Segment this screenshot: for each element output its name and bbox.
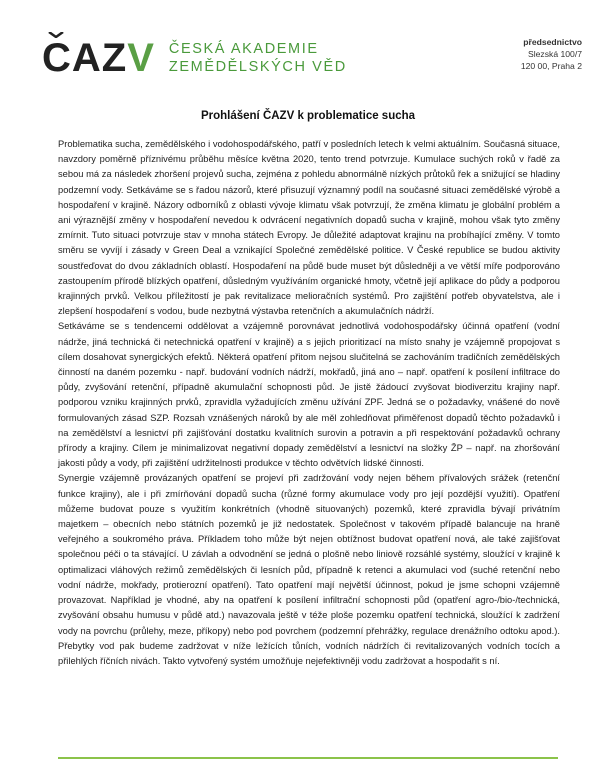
address-title: předsednictvo xyxy=(523,37,582,47)
document-body xyxy=(58,137,560,669)
footer-divider xyxy=(58,757,558,759)
logo-org-name xyxy=(169,40,347,76)
paragraph-1: Problematika sucha, zemědělského i vodohospodářského, patří v posledních letech k velmi aktuálním. Současná situace, navzdory poměrně příznivému průběhu měsíce května 2020, tento trend potvrzuje. Kumulace suchých roků v řadě za sebou má za následek zhoršení projevů sucha, zejména z pohledu abnormálně nízkých průtoků řek a snižující se hladiny podzemní vody. Setkáváme se s řadou názorů, které přisuzují významný podíl na současné situaci zemědělské výrobě a hospodaření v krajině. Názory odborníků z oblasti vývoje klimatu však potvrzují, že změna klimatu je globální problém a ani výraznější změny v hospodaření nevedou k odvrácení negativních dopadů sucha v krajině, mohou však tyto změny zmírnit. Tuto situaci potvrzuje stav v mnoha státech Evropy. Je důležité adaptovat krajinu na probíhající změny. V tomto směru se vyvíjí i zásady v Green Deal a vznikající Společné zemědělské politice. V České republice se budou aktivity soustřeďovat do dvou základních oblastí. Hospodaření na půdě bude muset být důsledněji a ve větší míře podporováno zastoupením přírodě blízkých opatření, důsledným využíváním organické hmoty, včetně její aplikace do půdy a podporou krajinných prvků. Velkou příležitostí je pak revitalizace melioračních systémů. Pro zajištění potřeb obyvatelstva, ale i zlepšení hospodaření s vodou, bude nezbytná výstavba retenčních a akumulačních nádrží. xyxy=(58,139,560,317)
document-title: Prohlášení ČAZV k problematice sucha xyxy=(200,110,416,122)
paragraph-3: Synergie vzájemně provázaných opatření se projeví při zadržování vody nejen během přívalových srážek (retenční funkce krajiny), ale i při zmírňování dopadů sucha (různé formy akumulace vody pro její pozdější využití). Opatření můžeme budovat pouze s využitím konkrétních (vhodně situovaných) pozemků, které zpravidla bývají privátním majetkem – obecních nebo státních pozemků je již nedostatek. Společnost v takovém případě balancuje na hraně veřejného a soukromého práva. Příkladem toho může být nejen obtížnost budovat opatření nová, ale také zajišťovat společnou péči o ta stávající. U závlah a odvodnění se jedná o plošně nebo liniově rozsáhlé systémy, sloužící v krajině k optimalizaci vláhových režimů zemědělských či lesních půd, případně k retenci a akumulaci vod (suché retenční nebo vodní nádrže, mokřady, protierozní opatření). Tato opatření mají největší účinnost, pokud je jsme schopni vzájemně provazovat. Například je vhodné, aby na opatření k posílení infiltrační schopnosti půd (opatření agro-/bio-/technická, zvyšování obsahu humusu v půdě atd.) navazovala ještě v téže ploše pozemku opatření technická, sloužící k zadržení vody na povrchu (průlehy, meze, příkopy) nebo pod povrchem (podzemní přehrážky, regulace drenážního odtoku apod.). Přebytky vod pak budeme zadržovat v níže ležících tůních, vodních nádržích či revitalizovaných vodních tocích a přilehlých říčních nivách. Takto vytvořený systém umožňuje nejefektivněji vodu zadržovat a hospodařit s ní. xyxy=(58,473,560,666)
logo-letters: CAZ xyxy=(42,38,127,78)
logo-org-line2: ZEMĚDĚLSKÝCH VĚD xyxy=(168,59,347,75)
letterhead xyxy=(42,34,582,84)
address-city: 120 00, Praha 2 xyxy=(520,61,582,71)
address-block xyxy=(462,36,582,72)
logo-caron-icon xyxy=(48,32,64,38)
address-street: Slezská 100/7 xyxy=(528,49,582,59)
logo-mark xyxy=(42,38,155,78)
logo-org-line1: ČESKÁ AKADEMIE xyxy=(168,41,319,57)
logo-letter-accent: V xyxy=(127,36,155,80)
czav-logo xyxy=(42,38,347,78)
paragraph-2: Setkáváme se s tendencemi oddělovat a vzájemně porovnávat jednotlivá vodohospodářsky účinná opatření (vodní nádrže, jiná technická či netechnická opatření v krajině) a s jejich prioritizací na místo snahy je vzájemně propojovat s cílem dosahovat synergických efektů. Některá opatření přitom nejsou slučitelná se zachováním tradičních zemědělských činností na daném pozemku - např. budování vodních nádrží, mokřadů, jiná ano – např. opatření k posílení infiltrace do půdy, zvyšování retenční, případně akumulační schopnosti půd. Je jistě žádoucí zvyšovat biodiverzitu krajiny např. podporou vzniku krajinných prvků, zpravidla vyžadujících změnu užívání ZPF. Jedná se o požadavky, vnášené do nově formulovaných zásad SZP. Rozsah vznášených nároků by ale měl zohledňovat přiměřenost dopadů těchto požadavků i na zemědělství a lesnictví při zajišťování dostatku kvalitních surovin a potravin a při respektování požadavků ochrany přírody a krajiny. Cílem je minimalizovat negativní dopady zemědělství a lesnictví na složky ŽP – např. na zhoršování jakosti půdy a vody, při zajištění udržitelnosti produkce v těchto odvětvích lidské činnosti. xyxy=(58,321,560,469)
